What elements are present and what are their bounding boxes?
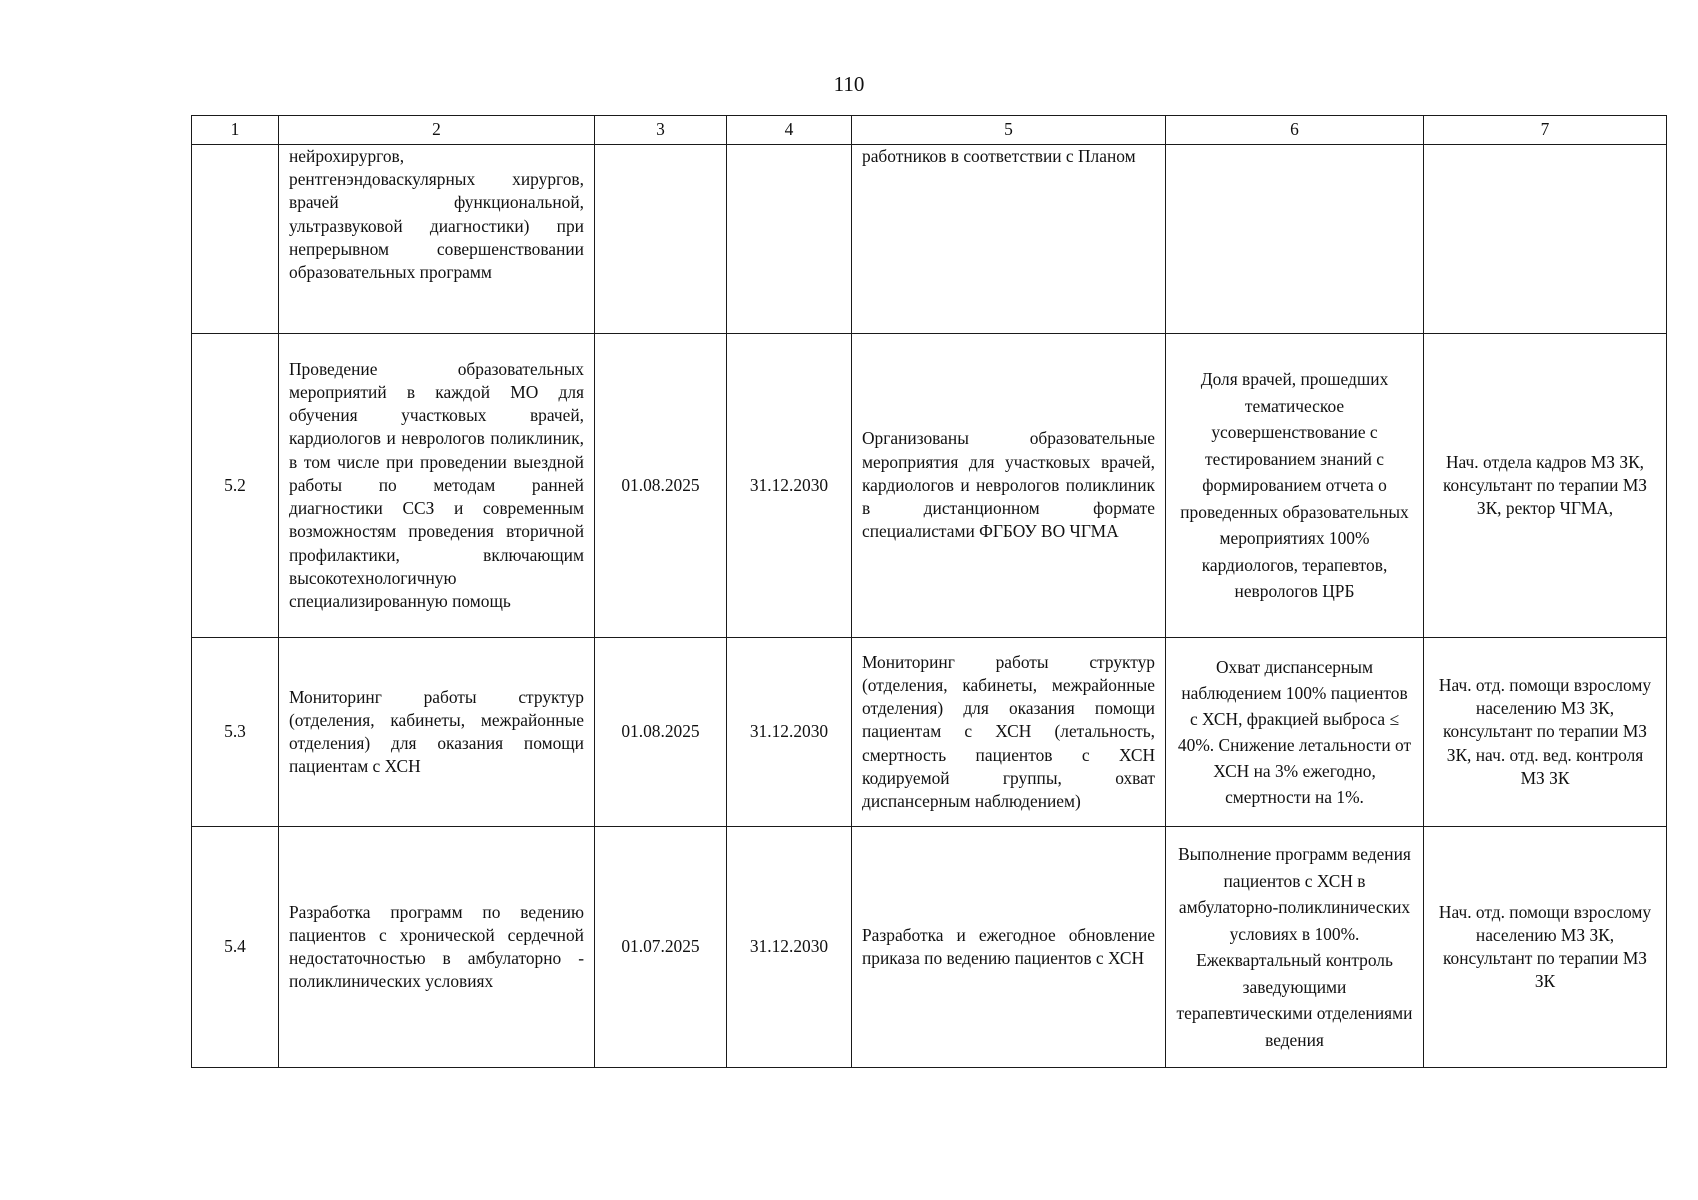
responsible-cell bbox=[1424, 145, 1667, 334]
end-date-cell: 31.12.2030 bbox=[727, 638, 852, 827]
start-date-cell bbox=[595, 145, 727, 334]
end-date-cell: 31.12.2030 bbox=[727, 827, 852, 1068]
table-row bbox=[192, 638, 1667, 827]
column-header-5: 5 bbox=[852, 116, 1166, 145]
column-header-7: 7 bbox=[1424, 116, 1667, 145]
responsible-cell: Нач. отд. помощи взрослому населению МЗ ЗК, консультант по терапии МЗ ЗК bbox=[1424, 827, 1667, 1068]
end-date-cell: 31.12.2030 bbox=[727, 334, 852, 638]
indicator-cell: Доля врачей, прошедших тематическое усовершенствование с тестированием знаний с формированием отчета о проведенных образовательных мероприятиях 100% кардиологов, терапевтов, неврологов ЦРБ bbox=[1166, 334, 1424, 638]
row-number-cell: 5.3 bbox=[192, 638, 279, 827]
end-date-cell bbox=[727, 145, 852, 334]
action-plan-table bbox=[191, 115, 1667, 1068]
indicator-cell: Охват диспансерным наблюдением 100% пациентов с ХСН, фракцией выброса ≤ 40%. Снижение летальности от ХСН на 3% ежегодно, смертности на 1%. bbox=[1166, 638, 1424, 827]
result-cell: Организованы образовательные мероприятия для участковых врачей, кардиологов и неврологов поликлиник в дистанционном формате специалистами ФГБОУ ВО ЧГМА bbox=[852, 334, 1166, 638]
table-row bbox=[192, 334, 1667, 638]
activity-cell: Разработка программ по ведению пациентов с хронической сердечной недостаточностью в амбулаторно - поликлинических условиях bbox=[279, 827, 595, 1068]
start-date-cell: 01.08.2025 bbox=[595, 334, 727, 638]
column-header-2: 2 bbox=[279, 116, 595, 145]
page-number: 110 bbox=[833, 72, 865, 96]
result-cell: Мониторинг работы структур (отделения, кабинеты, межрайонные отделения) для оказания помощи пациентам с ХСН (летальность, смертность пациентов с ХСН кодируемой группы, охват диспансерным наблюдением) bbox=[852, 638, 1166, 827]
header-row bbox=[192, 116, 1667, 145]
activity-cell: Проведение образовательных мероприятий в каждой МО для обучения участковых врачей, кардиологов и неврологов поликлиник, в том числе при проведении выездной работы по методам ранней диагностики ССЗ и современным возможностям проведения вторичной профилактики, включающим высокотехнологичную специализированную помощь bbox=[279, 334, 595, 638]
indicator-cell: Выполнение программ ведения пациентов с ХСН в амбулаторно-поликлинических условиях в 100%. Ежеквартальный контроль заведующими терапевтическими отделениями ведения bbox=[1166, 827, 1424, 1068]
responsible-cell: Нач. отдела кадров МЗ ЗК, консультант по терапии МЗ ЗК, ректор ЧГМА, bbox=[1424, 334, 1667, 638]
column-header-1: 1 bbox=[192, 116, 279, 145]
start-date-cell: 01.07.2025 bbox=[595, 827, 727, 1068]
responsible-cell: Нач. отд. помощи взрослому населению МЗ ЗК, консультант по терапии МЗ ЗК, нач. отд. вед. контроля МЗ ЗК bbox=[1424, 638, 1667, 827]
result-cell: Разработка и ежегодное обновление приказа по ведению пациентов с ХСН bbox=[852, 827, 1166, 1068]
activity-cell: нейрохирургов, рентгенэндоваскулярных хирургов, врачей функциональной, ультразвуковой диагностики) при непрерывном совершенствовании образовательных программ bbox=[279, 145, 595, 334]
column-header-6: 6 bbox=[1166, 116, 1424, 145]
column-header-4: 4 bbox=[727, 116, 852, 145]
activity-cell: Мониторинг работы структур (отделения, кабинеты, межрайонные отделения) для оказания помощи пациентам с ХСН bbox=[279, 638, 595, 827]
start-date-cell: 01.08.2025 bbox=[595, 638, 727, 827]
table-row bbox=[192, 827, 1667, 1068]
column-header-3: 3 bbox=[595, 116, 727, 145]
table-row bbox=[192, 145, 1667, 334]
row-number-cell: 5.2 bbox=[192, 334, 279, 638]
row-number-cell bbox=[192, 145, 279, 334]
row-number-cell: 5.4 bbox=[192, 827, 279, 1068]
result-cell: работников в соответствии с Планом bbox=[852, 145, 1166, 334]
indicator-cell bbox=[1166, 145, 1424, 334]
